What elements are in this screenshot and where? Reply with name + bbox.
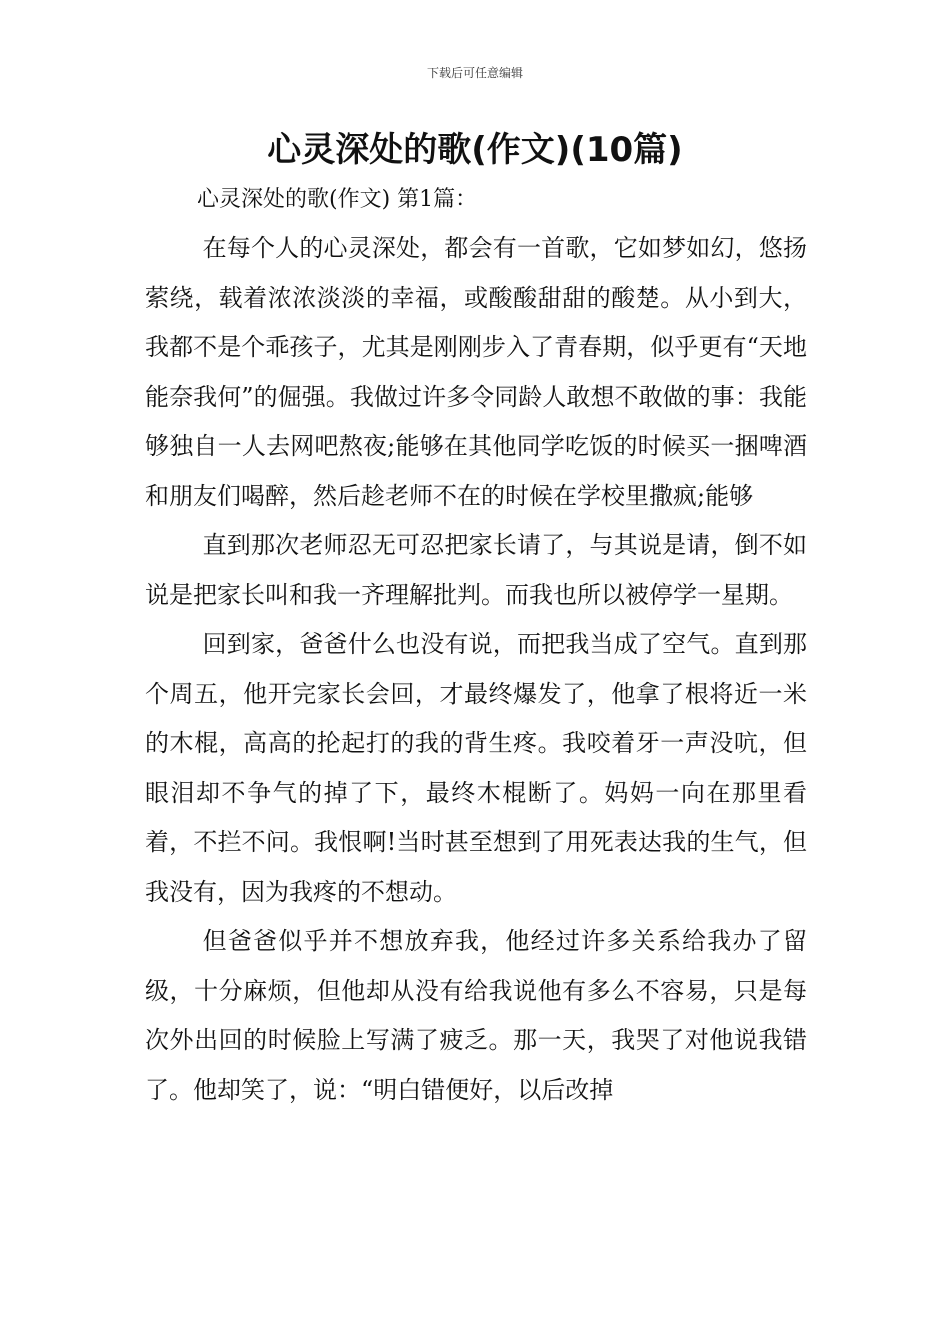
paragraph-2: 直到那次老师忍无可忍把家长请了，与其说是请，倒不如说是把家长叫和我一齐理解批判。而我也所以被停学一星期。 [145, 531, 807, 609]
section-heading: 心灵深处的歌(作文) 第1篇： [197, 187, 478, 212]
paragraph-4: 但爸爸似乎并不想放弃我，他经过许多关系给我办了留级，十分麻烦，但他却从没有给我说他有多么不容易，只是每次外出回的时候脸上写满了疲乏。那一天，我哭了对他说我错了。他却笑了，说：“明白错便好，以后改掉 [145, 927, 807, 1104]
document-title: 心灵深处的歌(作文)(10篇) [267, 130, 683, 170]
header-note: 下载后可任意编辑 [426, 66, 523, 80]
paragraph-1: 在每个人的心灵深处，都会有一首歌，它如梦如幻，悠扬萦绕，载着浓浓淡淡的幸福，或酸酸甜甜的酸楚。从小到大，我都不是个乖孩子，尤其是刚刚步入了青春期，似乎更有“天地能奈我何”的倔强。我做过许多令同龄人敢想不敢做的事：我能够独自一人去网吧熬夜;能够在其他同学吃饭的时候买一捆啤酒和朋友们喝醉，然后趁老师不在的时候在学校里撒疯;能够 [145, 234, 807, 510]
document-body [145, 180, 807, 1115]
paragraph-3: 回到家，爸爸什么也没有说，而把我当成了空气。直到那个周五，他开完家长会回，才最终爆发了，他拿了根将近一米的木棍，高高的抡起打的我的背生疼。我咬着牙一声没吭，但眼泪却不争气的掉了下，最终木棍断了。妈妈一向在那里看着，不拦不问。我恨啊!当时甚至想到了用死表达我的生气，但我没有，因为我疼的不想动。 [145, 630, 807, 906]
